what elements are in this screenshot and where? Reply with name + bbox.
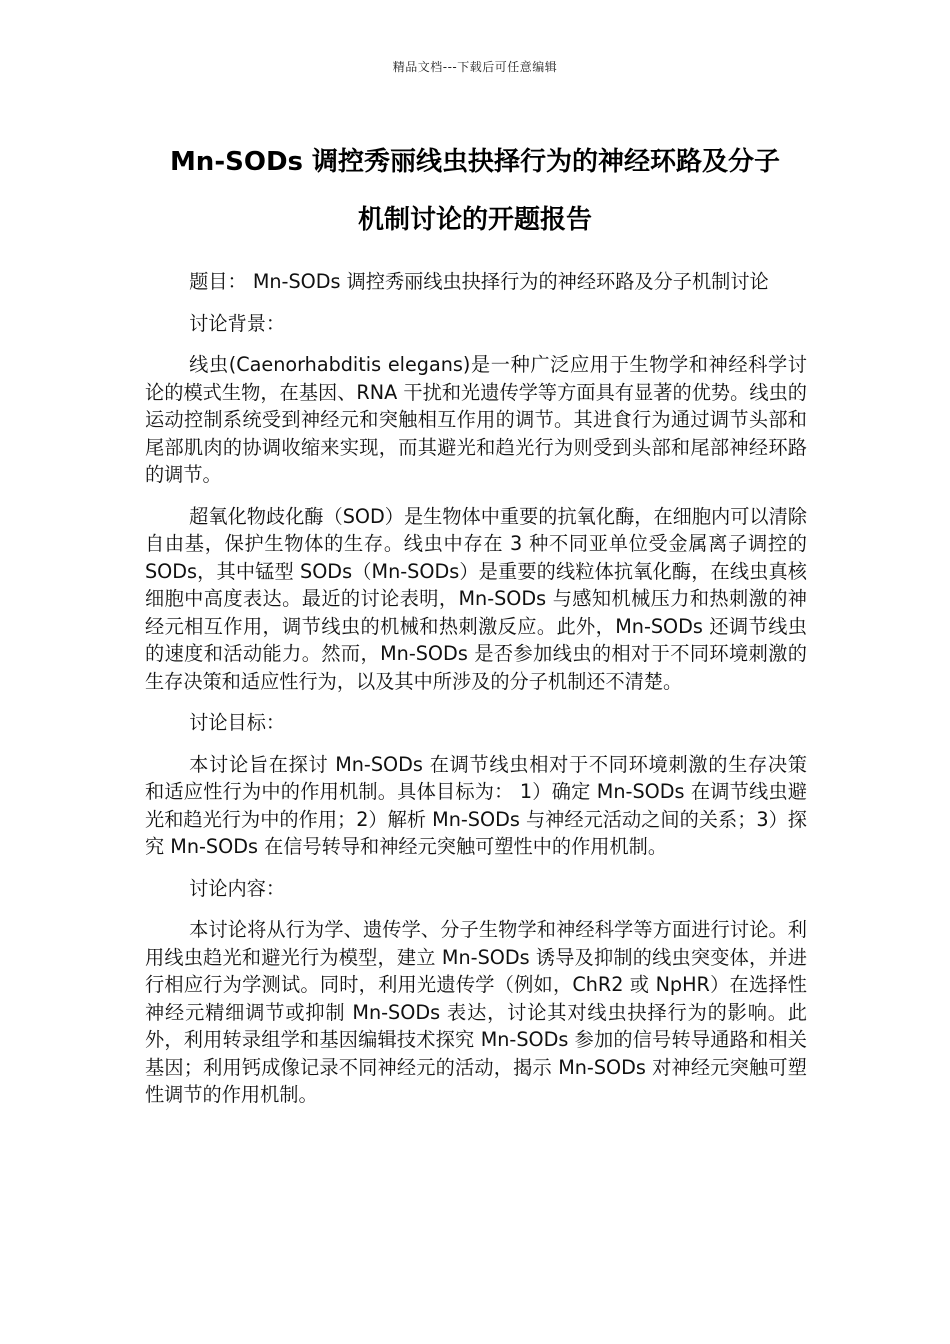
objective-heading: 讨论目标： [189,711,286,734]
background-paragraph-1: 线虫(Caenorhabditis elegans)是一种广泛应用于生物学和神经科学讨论的模式生物，在基因、RNA 干扰和光遗传学等方面具有显著的优势。线虫的运动控制系统受到神经元和突触相互作用的调节。其进食行为通过调节头部和尾部肌肉的协调收缩来实现，而其避光和趋光行为则受到头部和尾部神经环路的调节。 [145,353,807,486]
document-body [145,268,807,1123]
content-heading: 讨论内容： [189,876,286,900]
content-paragraph: 本讨论将从行为学、遗传学、分子生物学和神经科学等方面进行讨论。利用线虫趋光和避光行为模型，建立 Mn-SODs 诱导及抑制的线虫突变体，并进行相应行为学测试。同时，利用光遗传学（例如，ChR2 或 NpHR）在选择性神经元精细调节或抑制 Mn-SODs 表达，讨论其对线虫抉择行为的影响。此外，利用转录组学和基因编辑技术探究 Mn-SODs 参加的信号转导通路和相关基因；利用钙成像记录不同神经元的活动，揭示 Mn-SODs 对神经元突触可塑性调节的作用机制。 [145,918,807,1106]
objective-paragraph: 本讨论旨在探讨 Mn-SODs 在调节线虫相对于不同环境刺激的生存决策和适应性行为中的作用机制。具体目标为： 1）确定 Mn-SODs 在调节线虫避光和趋光行为中的作用；2）解析 Mn-SODs 与神经元活动之间的关系；3）探究 Mn-SODs 在信号转导和神经元突触可塑性中的作用机制。 [145,752,807,858]
title-line-1: Mn-SODs 调控秀丽线虫抉择行为的神经环路及分子 [169,147,781,177]
page-header: 精品文档---下载后可任意编辑 [392,60,558,74]
document-title [130,133,820,249]
subject-paragraph: 题目： Mn-SODs 调控秀丽线虫抉择行为的神经环路及分子机制讨论 [189,270,769,293]
title-line-2: 机制讨论的开题报告 [357,205,592,235]
background-paragraph-2: 超氧化物歧化酶（SOD）是生物体中重要的抗氧化酶，在细胞内可以清除自由基，保护生物体的生存。线虫中存在 3 种不同亚单位受金属离子调控的 SODs，其中锰型 SODs（Mn-SODs）是重要的线粒体抗氧化酶，在线虫真核细胞中高度表达。最近的讨论表明，Mn-SODs 与感知机械压力和热刺激的神经元相互作用，调节线虫的机械和热刺激反应。此外，Mn-SODs 还调节线虫的速度和活动能力。然而，Mn-SODs 是否参加线虫的相对于不同环境刺激的生存决策和适应性行为，以及其中所涉及的分子机制还不清楚。 [145,504,807,693]
background-heading: 讨论背景： [189,311,286,335]
